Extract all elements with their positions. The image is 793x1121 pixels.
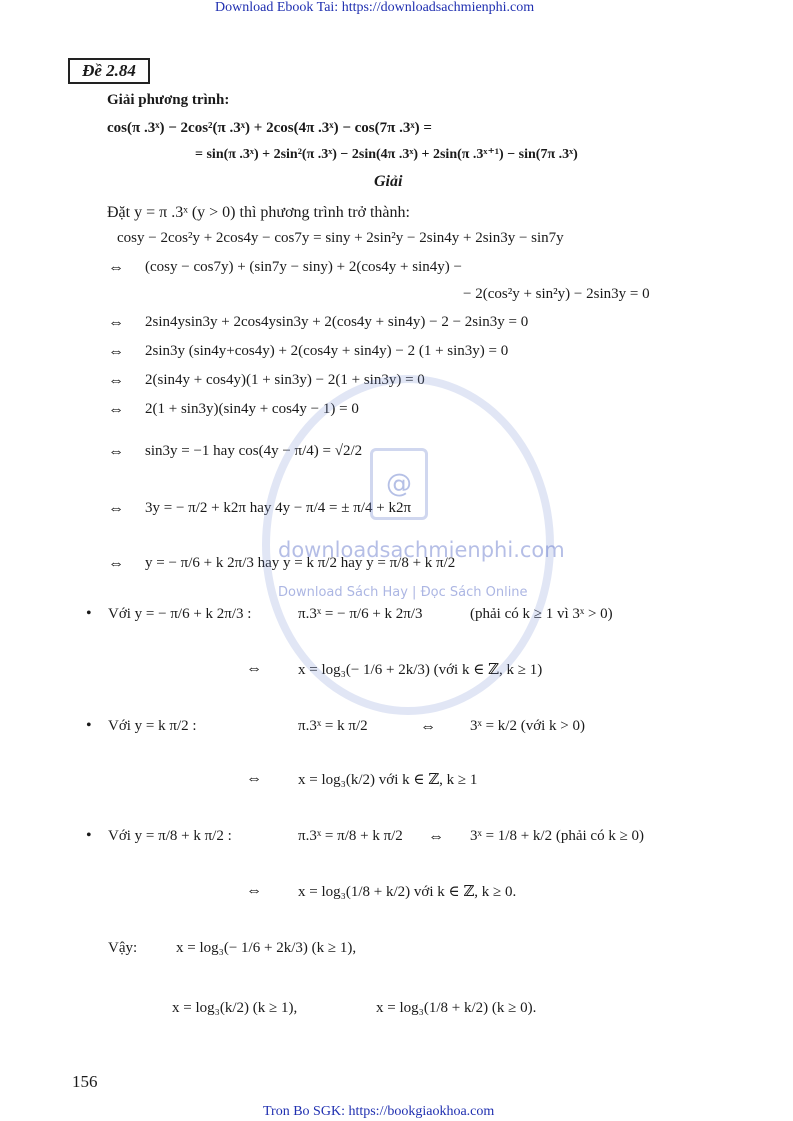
substitution-text: Đặt y = π .3ˣ (y > 0) thì phương trình trở thành: [107,204,410,221]
equivalence-arrow: ⇔ [246,770,262,787]
equivalence-arrow: ⇔ [108,555,124,572]
problem-equation-line2: = sin(π .3ˣ) + 2sin²(π .3ˣ) − 2sin(4π .3ˣ) + 2sin(π .3ˣ⁺¹) − sin(7π .3ˣ) [195,147,578,162]
step-2: (cosy − cos7y) + (sin7y − siny) + 2(cos4y + sin4y) − [145,259,462,275]
step-1: cosy − 2cos²y + 2cos4y − cos7y = siny + 2sin²y − 2sin4y + 2sin3y − sin7y [117,230,564,246]
case-3-heading: Với y = π/8 + k π/2 : [108,828,232,844]
book-at-icon: @ [370,448,428,520]
equivalence-arrow: ⇔ [108,372,124,389]
conclusion-result-2: x = log₃(k/2) (k ≥ 1), [172,1000,298,1016]
step-6: 2(1 + sin3y)(sin4y + cos4y − 1) = 0 [145,401,359,417]
case-2-equation: π.3ˣ = k π/2 [298,718,368,734]
case-1-heading: Với y = − π/6 + k 2π/3 : [108,606,252,622]
case-2-equation-2: 3ˣ = k/2 (với k > 0) [470,718,586,734]
case-3-result: x = log₃(1/8 + k/2) với k ∈ ℤ, k ≥ 0. [298,884,517,900]
header-download-link[interactable]: Download Ebook Tai: https://downloadsachmienphi.com [215,0,535,15]
step-3: 2sin4ysin3y + 2cos4ysin3y + 2(cos4y + sin4y) − 2 − 2sin3y = 0 [145,314,529,330]
equivalence-arrow: ⇔ [428,828,444,845]
equivalence-arrow: ⇔ [246,882,262,899]
case-3-equation-2: 3ˣ = 1/8 + k/2 (phải có k ≥ 0) [470,828,645,844]
footer-sgk-link[interactable]: Tron Bo SGK: https://bookgiaokhoa.com [263,1104,495,1119]
case-1-equation: π.3ˣ = − π/6 + k 2π/3 [298,606,423,622]
step-9: y = − π/6 + k 2π/3 hay y = k π/2 hay y = π/8 + k π/2 [145,555,456,571]
equivalence-arrow: ⇔ [108,259,124,276]
page-number: 156 [72,1072,98,1091]
equivalence-arrow: ⇔ [108,314,124,331]
step-2-cont: − 2(cos²y + sin²y) − 2sin3y = 0 [463,286,650,302]
case-2-heading: Với y = k π/2 : [108,718,197,734]
step-8: 3y = − π/2 + k2π hay 4y − π/4 = ± π/4 + k2π [145,500,412,516]
watermark-subtext: Download Sách Hay | Đọc Sách Online [278,585,528,600]
problem-equation-line1: cos(π .3ˣ) − 2cos²(π .3ˣ) + 2cos(4π .3ˣ) − cos(7π .3ˣ) = [107,120,432,136]
bullet: • [86,605,92,622]
solution-heading: Giải [374,173,403,190]
step-5: 2(sin4y + cos4y)(1 + sin3y) − 2(1 + sin3y) = 0 [145,372,425,388]
equivalence-arrow: ⇔ [420,718,436,735]
problem-label: Đề 2.84 [82,61,136,80]
bullet: • [86,827,92,844]
step-7: sin3y = −1 hay cos(4y − π/4) = √2/2 [145,443,363,459]
equivalence-arrow: ⇔ [108,343,124,360]
bullet: • [86,717,92,734]
equivalence-arrow: ⇔ [108,500,124,517]
conclusion-result-3: x = log₃(1/8 + k/2) (k ≥ 0). [376,1000,537,1016]
conclusion-result-1: x = log₃(− 1/6 + 2k/3) (k ≥ 1), [176,940,357,956]
conclusion-label: Vậy: [108,940,138,956]
equivalence-arrow: ⇔ [246,660,262,677]
case-1-note: (phải có k ≥ 1 vì 3ˣ > 0) [470,606,613,622]
case-2-result: x = log₃(k/2) với k ∈ ℤ, k ≥ 1 [298,772,478,788]
case-3-equation: π.3ˣ = π/8 + k π/2 [298,828,403,844]
problem-title: Giải phương trình: [107,92,230,108]
watermark-text: downloadsachmienphi.com [278,538,565,562]
step-4: 2sin3y (sin4y+cos4y) + 2(cos4y + sin4y) − 2 (1 + sin3y) = 0 [145,343,509,359]
case-1-result: x = log₃(− 1/6 + 2k/3) (với k ∈ ℤ, k ≥ 1) [298,662,543,678]
problem-label-box [68,58,150,84]
equivalence-arrow: ⇔ [108,401,124,418]
equivalence-arrow: ⇔ [108,443,124,460]
